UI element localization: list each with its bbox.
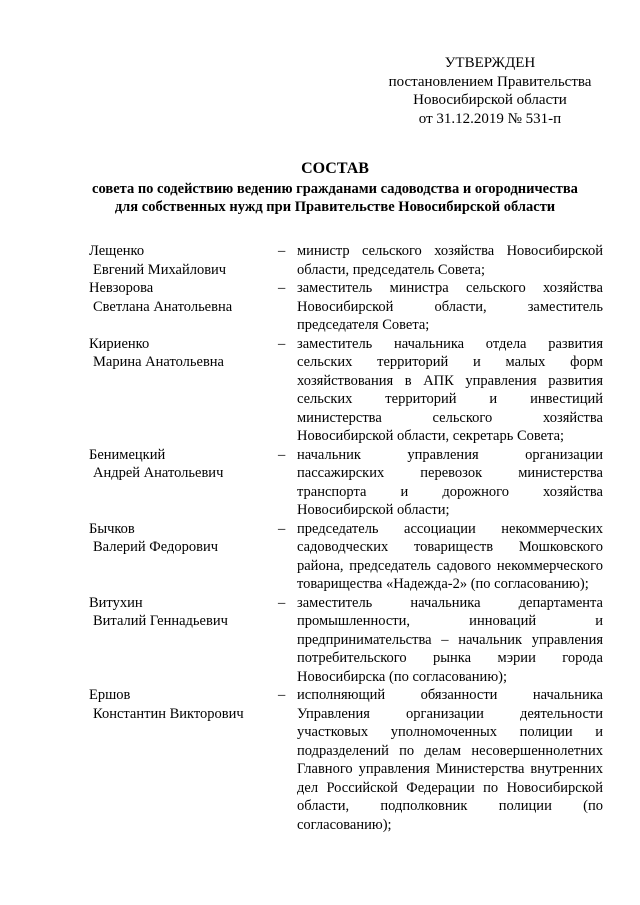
member-name [89,594,269,631]
member-surname: Кириенко [89,335,150,352]
member-surname: Витухин [89,594,143,611]
approval-line: Новосибирской области [413,92,567,108]
member-entry [0,520,640,594]
dash-separator: – [278,335,286,352]
member-given-names: Андрей Анатольевич [93,465,224,481]
member-role: начальник управления организации пассажирских перевозок министерства транспорта и дорожного хозяйства Новосибирской области; [297,446,603,518]
member-surname: Ершов [89,687,131,703]
member-surname: Лещенко [89,243,145,259]
dash-separator: – [278,687,286,703]
member-role: заместитель министра сельского хозяйства Новосибирской области, заместитель председателя Совета; [297,280,603,333]
approval-title: УТВЕРЖДЕН [444,55,536,71]
member-entry [0,335,640,446]
member-entry [0,279,640,335]
member-list [0,242,640,834]
member-entry [0,686,640,834]
member-given-names: Марина Анатольевна [93,354,224,370]
approval-stamp [380,54,600,128]
member-role: председатель ассоциации некоммерческих садоводческих товариществ Мошковского района, председатель садового некоммерческого товарищества «Надежда-2» (по согласованию); [297,520,603,592]
member-name [89,279,269,316]
member-surname: Бычков [89,520,135,537]
member-given-names: Константин Викторович [93,705,244,722]
member-given-names: Евгений Михайлович [93,261,227,278]
member-name [89,520,269,557]
member-entry [0,594,640,687]
member-role: исполняющий обязанности начальника Управления организации деятельности участковых уполномоченных полиции и подразделений по делам несовершеннолетних Главного управления Министерства внутренних дел Российской Федерации по Новосибирской области, подполковник полиции (по согласованию); [297,687,603,833]
member-given-names: Валерий Федорович [93,539,219,555]
document-subtitle: для собственных нужд при Правительстве Новосибирской области [114,199,556,215]
dash-separator: – [278,520,286,537]
member-surname: Невзорова [89,280,154,296]
member-name [89,446,269,483]
dash-separator: – [278,446,286,463]
member-name [89,242,269,279]
dash-separator: – [278,280,286,296]
member-role: заместитель начальника департамента промышленности, инноваций и предпринимательства – начальник управления потребительского рынка мэрии города Новосибирска (по согласованию); [297,594,603,685]
member-role: заместитель начальника отдела развития сельских территорий и малых форм хозяйствования в АПК управления развития сельских территорий и инвестиций министерства сельского хозяйства Новосибирской области, секретарь Совета; [297,335,603,444]
member-given-names: Виталий Геннадьевич [93,613,228,629]
document-subtitle: совета по содействию ведению гражданами садоводства и огородничества [92,181,578,197]
approval-date: от 31.12.2019 № 531-п [418,110,562,127]
member-name [89,335,269,372]
dash-separator: – [278,243,286,259]
member-given-names: Светлана Анатольевна [93,298,233,315]
member-entry [0,446,640,520]
member-name [89,686,269,723]
document-title: СОСТАВ [301,160,369,177]
member-role: министр сельского хозяйства Новосибирской области, председатель Совета; [297,243,603,278]
approval-line: постановлением Правительства [388,73,592,90]
document-heading [60,160,610,216]
member-surname: Бенимецкий [89,446,166,463]
member-entry [0,242,640,279]
dash-separator: – [278,594,286,611]
